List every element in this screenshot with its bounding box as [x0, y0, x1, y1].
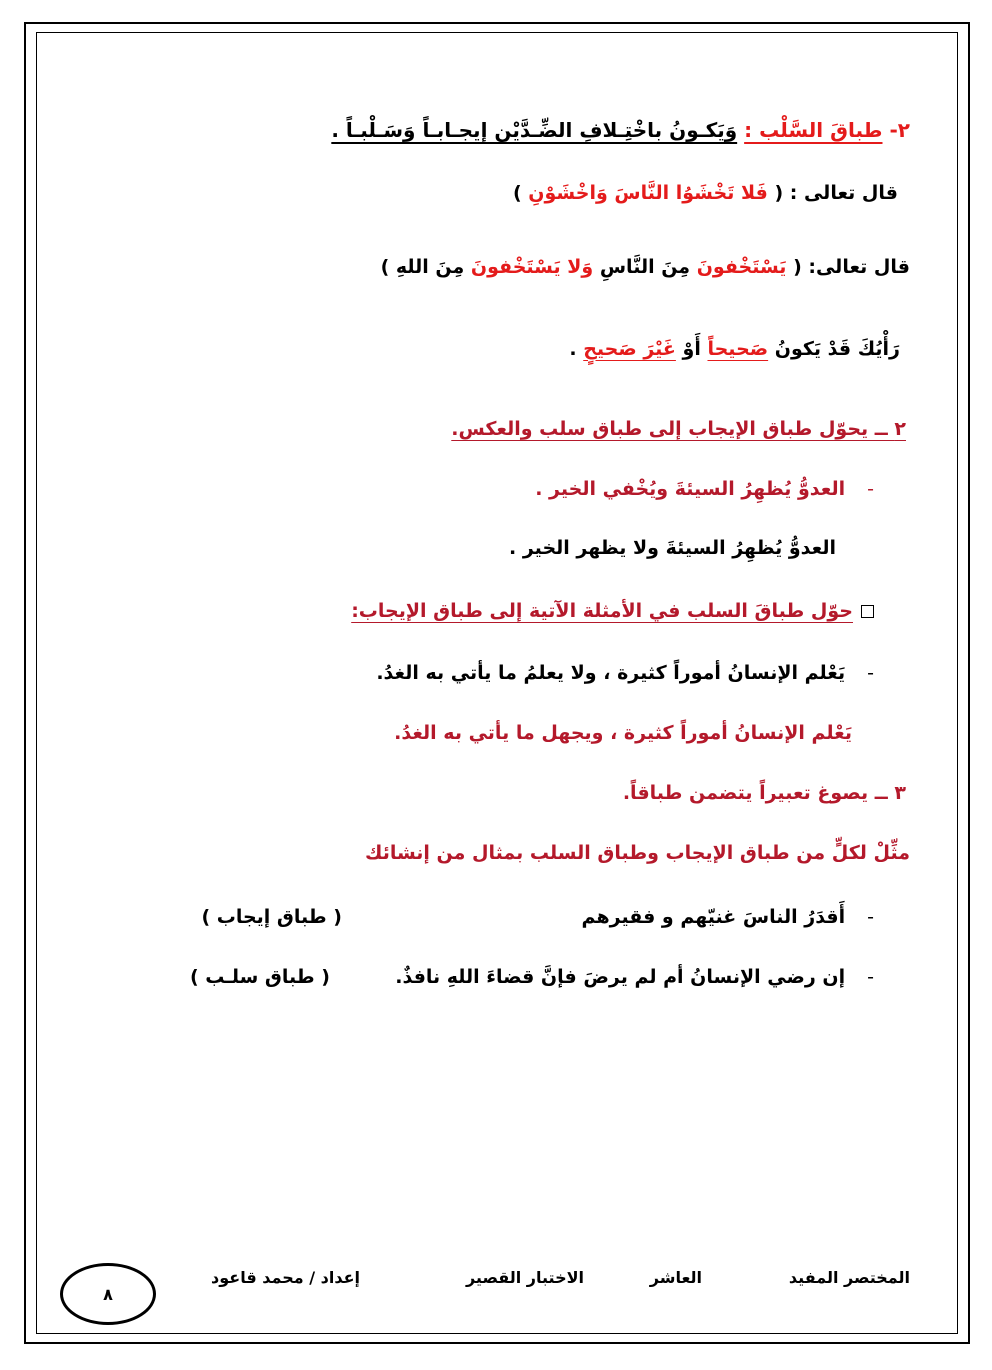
list-dash: -: [867, 478, 874, 500]
example-enemy-original: [535, 478, 874, 500]
exercise-2-heading: مثِّلْ لكلٍّ من طباق الإيجاب وطباق السلب بمثال من إنشائك: [365, 842, 910, 864]
opinion-example-word-1: صَحيحاً: [707, 338, 769, 360]
list-dash: -: [867, 906, 874, 928]
quran-example-2-phrase-1: مِنَ النَّاسِ: [599, 256, 691, 278]
quran-example-2-prefix: قال تعالى: (: [793, 256, 910, 278]
opinion-example-part-2: أَوْ: [682, 338, 701, 360]
quran-example-1-quote: فَلا تَخْشَوُا النَّاسَ وَاخْشَوْنِ: [528, 182, 768, 204]
quran-example-1: [513, 182, 898, 204]
quran-example-2-verb-2: وَلا يَسْتَخْفونَ: [470, 256, 594, 278]
opinion-example-part-3: .: [569, 338, 577, 360]
footer-test-type: الاختبار القصير: [465, 1268, 584, 1287]
example-enemy-original-text: العدوُّ يُظهِرُ السيئةَ ويُخْفي الخير .: [535, 478, 846, 500]
opinion-example-word-2: غَيْرَ صَحيحٍ: [583, 338, 676, 360]
objective-3-heading: ٣ ــ يصوغ تعبيراً يتضمن طباقاً.: [622, 782, 906, 804]
example-people-text: أَقدَرُ الناسَ غنيّهم و فقيرهم: [581, 906, 846, 928]
exercise-heading: [351, 600, 874, 622]
footer-author: إعداد / محمد قاعود: [211, 1268, 360, 1287]
page-number: ٨: [103, 1284, 113, 1304]
label-affirmation: ( طباق إيجاب ): [201, 906, 342, 928]
example-decree-negation: [395, 966, 874, 988]
exercise-heading-text: حوّل طباقَ السلب في الأمثلة الآتية إلى طباق الإيجاب:: [351, 600, 853, 622]
page-number-badge: [60, 1263, 156, 1325]
list-dash: -: [867, 662, 874, 684]
objective-2-heading: ٢ ــ يحوّل طباق الإيجاب إلى طباق سلب والعكس.: [451, 418, 906, 440]
quran-example-2-verb-1: يَسْتَخْفونَ: [696, 256, 787, 278]
opinion-example: [569, 338, 900, 360]
footer-grade: العاشر: [649, 1268, 702, 1287]
example-decree-text: إن رضي الإنسانُ أم لم يرضَ فإنَّ قضاءَ اللهِ نافذٌ.: [395, 966, 846, 988]
example-knowledge-original: [376, 662, 874, 684]
example-knowledge-converted: يَعْلم الإنسانُ أموراً كثيرة ، ويجهل ما يأتي به الغدُ.: [394, 722, 852, 744]
quran-example-2: [381, 256, 910, 278]
heading-term: طباقَ السَّلْب :: [744, 118, 883, 142]
footer-book-title: المختصر المفيد: [788, 1268, 910, 1287]
quran-example-1-prefix: قال تعالى : (: [774, 182, 898, 204]
example-people-affirmation: [582, 906, 874, 928]
heading-negation-antithesis: [331, 118, 910, 142]
quran-example-1-suffix: ): [512, 182, 522, 204]
quran-example-2-phrase-2: مِنَ اللهِ: [395, 256, 465, 278]
quran-example-2-suffix: ): [380, 256, 390, 278]
checkbox-icon: [861, 605, 874, 618]
list-dash: -: [867, 966, 874, 988]
label-negation: ( طباق سلـب ): [189, 966, 330, 988]
example-knowledge-original-text: يَعْلم الإنسانُ أموراً كثيرة ، ولا يعلمُ ما يأتي به الغدُ.: [376, 662, 846, 684]
heading-definition: وَيَكـونُ باخْتِـلافِ الضِّـدَّيْن إيجـابـاً وَسَـلْبـاً .: [331, 118, 738, 142]
example-enemy-converted: العدوُّ يُظهِرُ السيئةَ ولا يظهر الخير .: [509, 537, 836, 559]
heading-number: ٢-: [889, 118, 910, 142]
opinion-example-part-1: رَأْيُكَ قَدْ يَكونُ: [774, 338, 900, 360]
